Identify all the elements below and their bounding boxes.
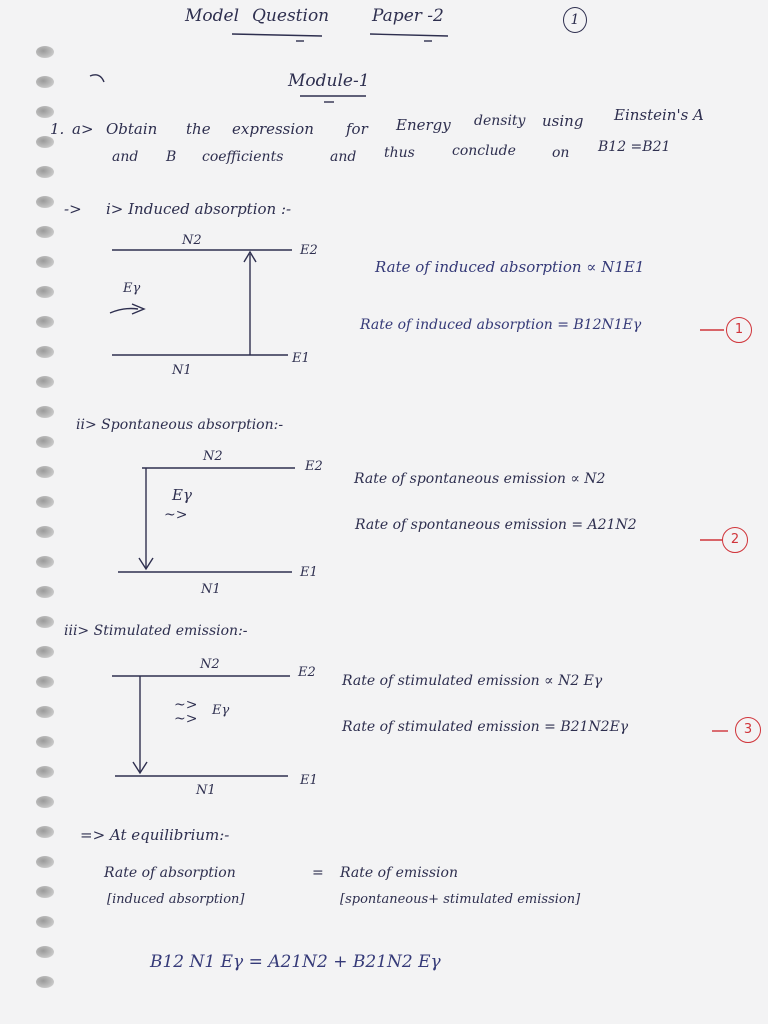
rate-proportional: Rate of stimulated emission ∝ N2 Eγ [342, 673, 603, 689]
photon-label: Eγ [172, 486, 192, 504]
equilibrium-lhs-note: [induced absorption] [107, 892, 245, 907]
rate-equation: Rate of spontaneous emission = A21N2 [355, 517, 637, 533]
question-word: B [166, 149, 177, 165]
module-title: Module-1 [288, 71, 370, 91]
question-word: Einstein's A [614, 106, 704, 124]
title-word: Model [185, 6, 240, 26]
section-heading: i> Induced absorption :- [106, 200, 292, 218]
photon-arrow [110, 309, 138, 314]
question-word: density [474, 113, 526, 129]
question-word: thus [384, 145, 415, 161]
corner-mark [90, 75, 104, 82]
rate-equation: Rate of induced absorption = B12N1Eγ [360, 317, 642, 333]
question-word: using [542, 112, 584, 130]
equilibrium-equals: = [312, 865, 324, 881]
photon-wave: ~> [174, 697, 198, 713]
energy-label-bottom: E1 [292, 351, 310, 366]
equilibrium-rhs-note: [spontaneous+ stimulated emission] [340, 892, 581, 907]
question-part: a> [72, 120, 94, 138]
equilibrium-equation: B12 N1 Eγ = A21N2 + B21N2 Eγ [150, 952, 441, 972]
equilibrium-lhs: Rate of absorption [104, 865, 236, 881]
energy-label-top: E2 [298, 665, 316, 680]
rate-equation: Rate of stimulated emission = B21N2Eγ [342, 719, 629, 735]
level-label-top: N2 [200, 657, 220, 672]
rate-proportional: Rate of induced absorption ∝ N1E1 [375, 258, 645, 276]
section-heading: ii> Spontaneous absorption:- [76, 417, 284, 433]
title-underline [370, 34, 448, 36]
title-underline [232, 34, 322, 36]
equation-number: 2 [722, 527, 748, 553]
photon-wave: ~> [174, 711, 198, 727]
level-label-top: N2 [203, 449, 223, 464]
equation-number: 1 [726, 317, 752, 343]
energy-label-top: E2 [305, 459, 323, 474]
question-word: on [552, 145, 570, 161]
equilibrium-heading: => At equilibrium:- [80, 826, 230, 844]
question-word: B12 =B21 [598, 139, 671, 155]
energy-label-top: E2 [300, 243, 318, 258]
equilibrium-rhs: Rate of emission [340, 865, 458, 881]
level-label-top: N2 [182, 233, 202, 248]
question-word: the [186, 120, 211, 138]
page-number: 1 [563, 7, 587, 33]
level-label-bottom: N1 [172, 363, 192, 378]
question-word: coefficients [202, 149, 284, 165]
rate-proportional: Rate of spontaneous emission ∝ N2 [354, 471, 606, 487]
question-word: Obtain [106, 120, 158, 138]
energy-label-bottom: E1 [300, 773, 318, 788]
question-word: and [112, 149, 139, 165]
level-label-bottom: N1 [201, 582, 221, 597]
question-word: expression [232, 120, 314, 138]
title-word: Question [252, 6, 330, 26]
photon-wave: ~> [164, 507, 188, 523]
section-arrow: -> [64, 200, 82, 218]
photon-label: Eγ [212, 703, 230, 718]
question-word: Energy [396, 116, 451, 134]
energy-label-bottom: E1 [300, 565, 318, 580]
photon-label: Eγ [123, 281, 141, 296]
question-word: and [330, 149, 357, 165]
equation-number: 3 [735, 717, 761, 743]
question-number: 1. [50, 120, 65, 138]
level-label-bottom: N1 [196, 783, 216, 798]
question-word: conclude [452, 143, 516, 159]
section-heading: iii> Stimulated emission:- [64, 623, 248, 639]
question-word: for [346, 120, 368, 138]
title-word: Paper -2 [372, 6, 444, 26]
